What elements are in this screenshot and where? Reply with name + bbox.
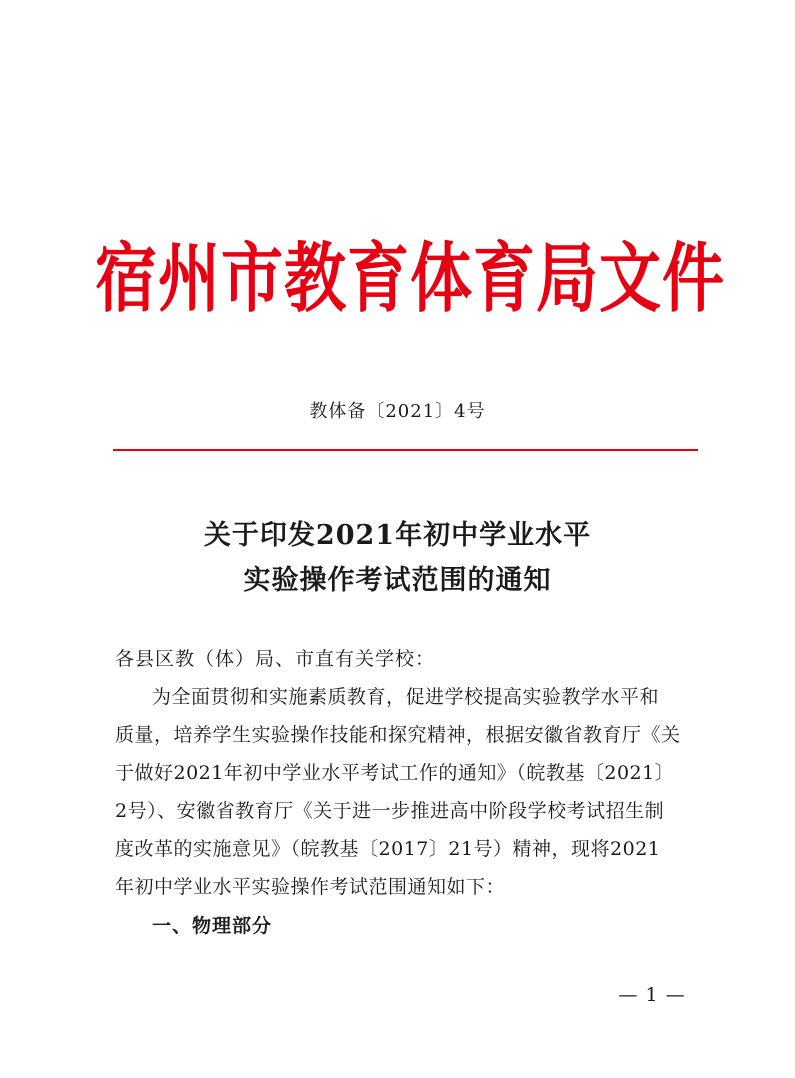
notice-title-line-2: 实验操作考试范围的通知 [243,565,552,596]
body-line-4: 2号）、安徽省教育厅《关于进一步推进高中阶段学校考试招生制 [115,800,665,822]
page-number: — 1 — [618,984,686,1006]
body-line-5: 度改革的实施意见》（皖教基〔2017〕21号）精神，现将2021 [115,838,661,860]
section-heading-physics: 一、物理部分 [152,915,273,937]
red-divider-line [113,449,698,451]
body-line-1: 为全面贯彻和实施素质教育，促进学校提高实验教学水平和 [152,686,660,708]
notice-title-line-1: 关于印发2021年初中学业水平 [203,520,592,551]
document-number: 教体备〔2021〕4号 [309,401,486,422]
body-line-3: 于做好2021年初中学业水平考试工作的通知》（皖教基〔2021〕 [115,762,675,784]
body-line-2: 质量，培养学生实验操作技能和探究精神，根据安徽省教育厅《关 [115,724,681,746]
masthead-title: 宿州市教育体育局文件 [95,233,726,323]
body-line-6: 年初中学业水平实验操作考试范围通知如下： [115,876,506,898]
salutation: 各县区教（体）局、市直有关学校： [115,648,436,670]
